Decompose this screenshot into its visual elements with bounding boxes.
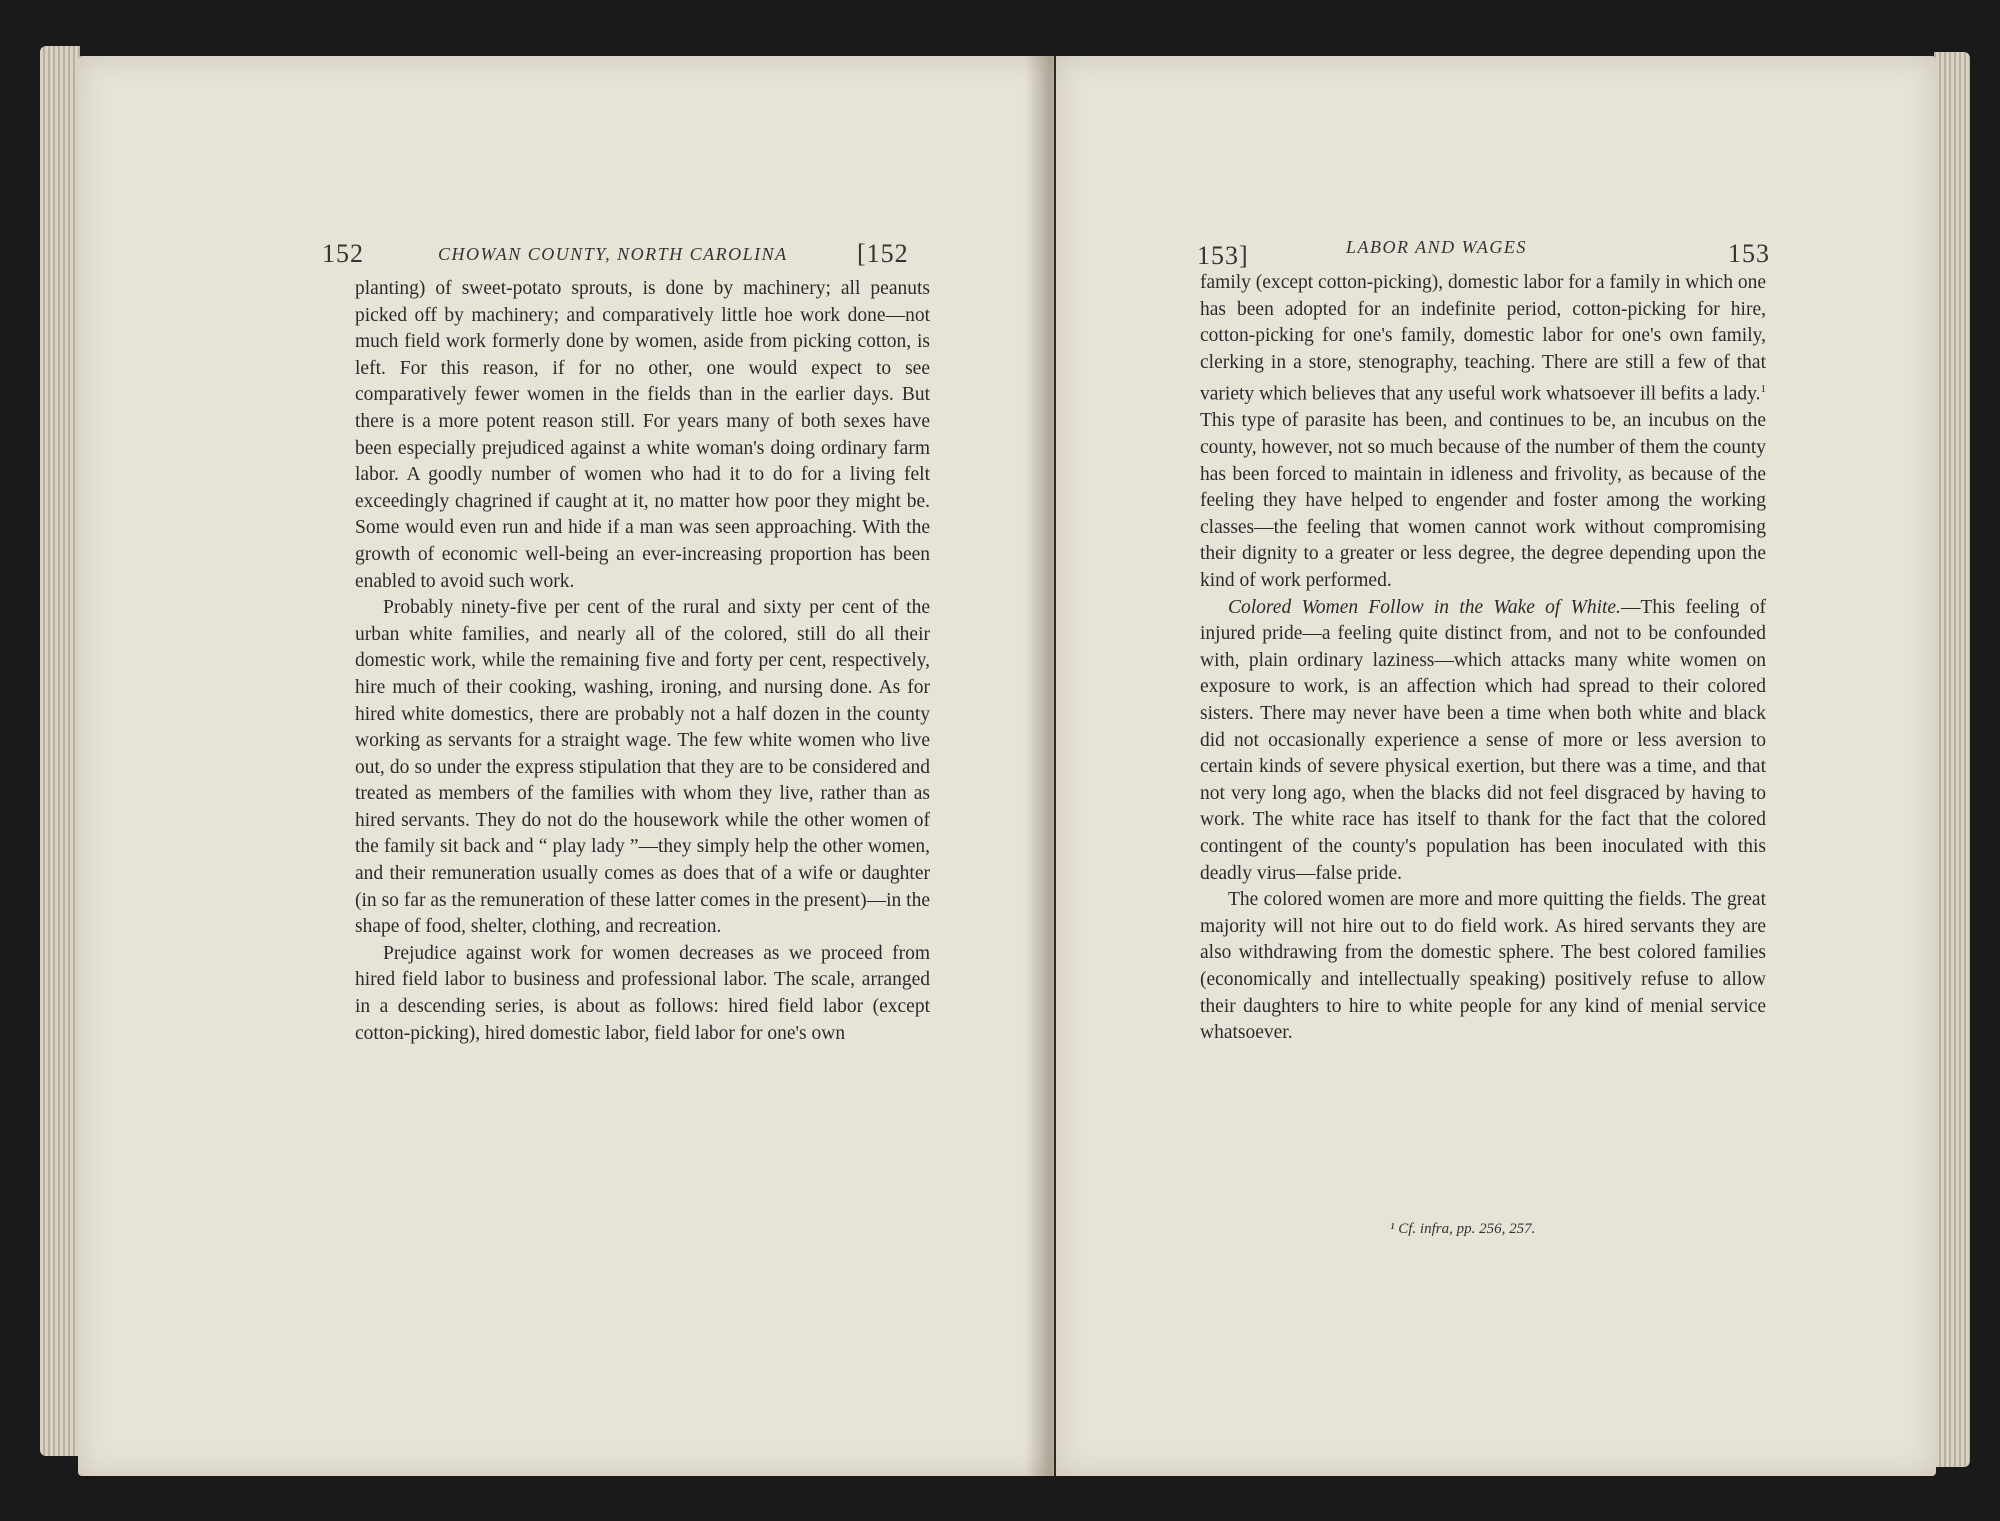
right-body-text (1200, 270, 1766, 1047)
right-page-number: 153 (1728, 239, 1770, 268)
open-book (40, 36, 1970, 1486)
paragraph: Prejudice against work for women decreases as we proceed from hired field labor to business and professional labor. The scale, arranged in a descending series, is about as follows: hired field labor (except cotton-picking), hired domestic labor, field labor for one's own (355, 942, 930, 1044)
right-running-title: LABOR AND WAGES (1346, 237, 1527, 257)
right-page (1056, 56, 1936, 1476)
page-edges-left (40, 46, 80, 1456)
paragraph-text: —This feeling of injured pride—a feeling quite distinct from, and not to be confounded with, plain ordinary laziness—which attacks many white women on exposure to work, is an affection which had spread to their colored sisters. There may never have been a time when both white and black did not occasionally experience a sense of more or less aversion to certain kinds of severe physical exertion, but there was a time, and that not very long ago, when the blacks did not feel disgraced by having to work. The white race has itself to thank for the fact that the colored contingent of the county's population has been inoculated with this deadly virus—false pride. (1200, 596, 1766, 884)
left-page-number: 152 (322, 239, 364, 268)
paragraph: The colored women are more and more quitting the fields. The great majority will not hire out to do field work. As hired servants they are also withdrawing from the domestic sphere. The best colored families (economically and intellectually speaking) positively refuse to allow their daughters to hire to white people for any kind of menial service whatsoever. (1200, 889, 1766, 1044)
paragraph (1200, 270, 1766, 595)
left-page (78, 56, 1054, 1476)
left-page-number-bracket: [152 (857, 239, 909, 268)
page-edges-right (1934, 52, 1970, 1467)
paragraph-text: family (except cotton-picking), domestic labor for a family in which one has been adopted for an indefinite period, cotton-picking for hire, cotton-picking for one's family, domestic labor for one's own family, clerking in a store, stenography, teaching. There are still a few of that variety which believes that any useful work whatsoever ill befits a lady. (1200, 272, 1766, 405)
footnote: ¹ Cf. infra, pp. 256, 257. (1390, 1221, 1536, 1237)
paragraph (1200, 595, 1766, 888)
paragraph: Probably ninety-five per cent of the rural and sixty per cent of the urban white families, and nearly all of the colored, still do all their domestic work, while the remaining five and forty per cent, respectively, hire much of their cooking, washing, ironing, and nursing done. As for hired white domestics, there are probably not a half dozen in the county working as servants for a straight wage. The few white women who live out, do so under the express stipulation that they are to be considered and treated as members of the families with whom they live, rather than as hired servants. They do not do the housework while the other women of the family sit back and “ play lady ”—they simply help the other women, and their remuneration usually comes as does that of a wife or daughter (in so far as the remuneration of these latter comes in the present)—in the shape of food, shelter, clothing, and recreation. (355, 597, 930, 938)
left-running-title: CHOWAN COUNTY, NORTH CAROLINA (438, 244, 788, 264)
right-page-number-bracket: 153] (1197, 241, 1249, 270)
paragraph: planting) of sweet-potato sprouts, is done by machinery; all peanuts picked off by machinery; and comparatively little hoe work done—not much field work formerly done by women, aside from picking cotton, is left. For this reason, if for no other, one would expect to see comparatively fewer women in the fields than in the earlier days. But there is a more potent reason still. For years many of both sexes have been especially prejudiced against a white woman's doing ordinary farm labor. A goodly number of women who had it to do for a living felt exceedingly chagrined if caught at it, no matter how poor they might be. Some would even run and hide if a man was seen approaching. With the growth of economic well-being an ever-increasing proportion has been enabled to avoid such work. (355, 278, 930, 592)
left-body-text (355, 276, 930, 1047)
footnote-mark: 1 (1760, 383, 1766, 396)
paragraph-text: This type of parasite has been, and continues to be, an incubus on the county, however, not so much because of the number of them the county has been forced to maintain in idleness and frivolity, as because of the feeling they have helped to engender and foster among the working classes—the feeling that women cannot work without compromising their dignity to a greater or less degree, the degree depending upon the kind of work performed. (1200, 410, 1766, 592)
section-heading: Colored Women Follow in the Wake of White. (1228, 596, 1621, 618)
